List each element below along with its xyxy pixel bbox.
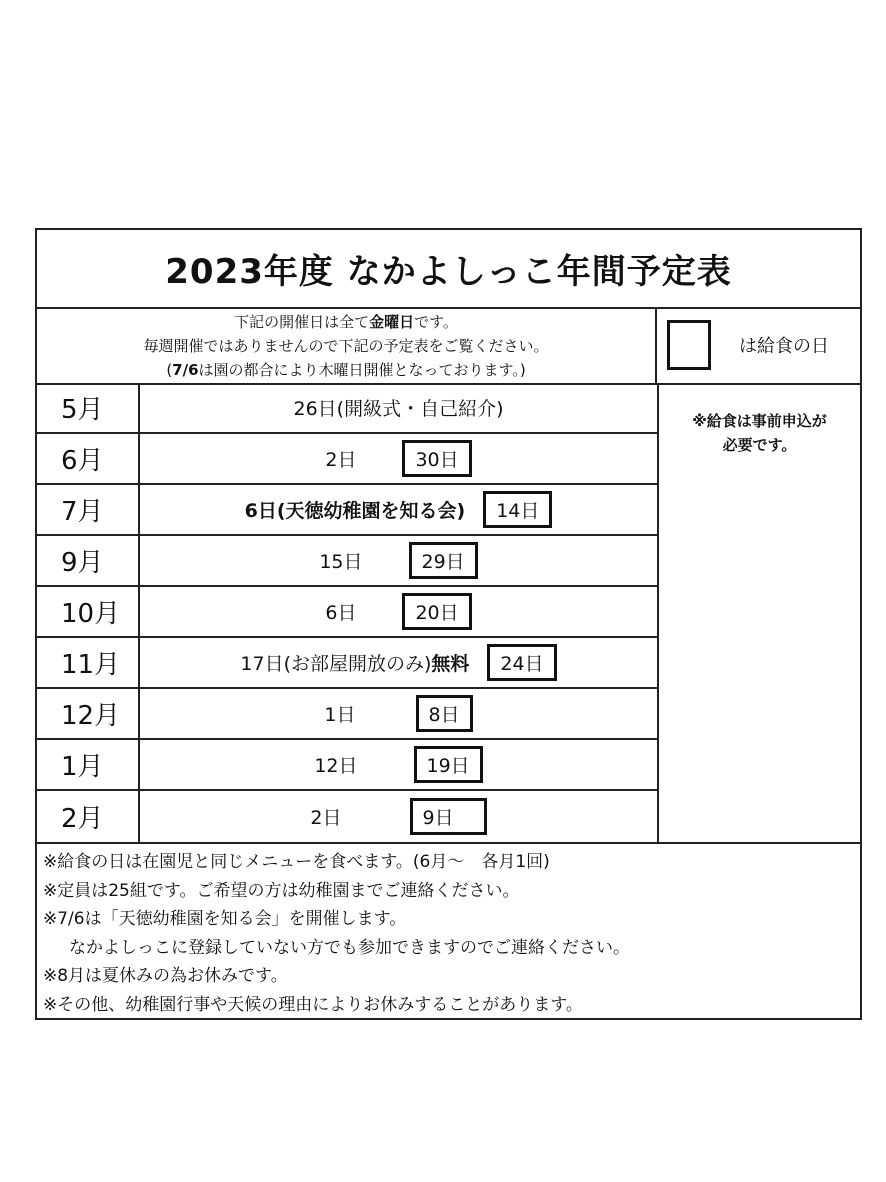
dates-cell xyxy=(140,536,657,585)
lunch-day-date: 9日 xyxy=(410,798,487,835)
dates-cell xyxy=(140,383,657,432)
table-row xyxy=(37,791,657,842)
session-date: 17日(お部屋開放のみ) xyxy=(240,653,432,675)
month-cell: 10月 xyxy=(37,587,140,636)
footer-note: ※その他、幼稚園行事や天候の理由によりお休みすることがあります。 xyxy=(43,994,583,1015)
month-cell: 2月 xyxy=(37,791,140,842)
month-cell: 5月 xyxy=(37,383,140,432)
lunch-day-date: 8日 xyxy=(416,695,473,732)
legend-label: は給食の日 xyxy=(739,336,829,357)
lunch-day-date: 14日 xyxy=(483,491,552,528)
footer-note: ※給食の日は在園児と同じメニューを食べます。(6月～ 各月1回) xyxy=(43,852,550,872)
month-cell: 11月 xyxy=(37,638,140,687)
lunch-note-line-2: 必要です。 xyxy=(722,436,797,454)
table-row xyxy=(37,485,657,536)
free-badge: 無料 xyxy=(431,653,470,675)
notice-line-3 xyxy=(37,358,655,382)
info-row xyxy=(37,307,860,385)
notice-line-3-prefix: ( xyxy=(166,361,173,379)
footer-note: なかよしっこに登録していない方でも参加できますのでご連絡ください。 xyxy=(69,937,630,958)
session-date: 2日 xyxy=(325,449,357,471)
table-row xyxy=(37,689,657,740)
dates-cell xyxy=(140,740,657,789)
session-date: 15日 xyxy=(319,551,363,573)
notice-line-3-suffix: は園の都合により木曜日開催となっております。) xyxy=(198,361,526,379)
table-row xyxy=(37,383,657,434)
lunch-note xyxy=(659,409,860,457)
session-date: 2日 xyxy=(310,807,342,829)
lunch-day-date: 19日 xyxy=(414,746,483,783)
notice-weekday: 金曜日 xyxy=(369,313,415,331)
table-row xyxy=(37,536,657,587)
month-cell: 6月 xyxy=(37,434,140,483)
schedule-table xyxy=(35,228,862,1020)
month-cell: 12月 xyxy=(37,689,140,738)
lunch-day-date: 24日 xyxy=(487,644,556,681)
month-cell: 7月 xyxy=(37,485,140,534)
notice-date: 7/6 xyxy=(172,361,199,379)
legend xyxy=(659,307,860,383)
lunch-note-line-1: ※給食は事前申込が xyxy=(692,412,827,430)
notice-line-2: 毎週開催ではありませんので下記の予定表をご覧ください。 xyxy=(143,337,549,355)
dates-cell xyxy=(140,485,657,534)
notice-line-1 xyxy=(37,310,655,334)
month-cell: 1月 xyxy=(37,740,140,789)
lunch-day-date: 30日 xyxy=(402,440,471,477)
month-cell: 9月 xyxy=(37,536,140,585)
session-date: 6日 xyxy=(325,602,357,624)
footer-note: ※7/6は「天徳幼稚園を知る会」を開催します。 xyxy=(43,909,407,929)
table-row xyxy=(37,434,657,485)
dates-cell xyxy=(140,587,657,636)
dates-cell xyxy=(140,434,657,483)
table-row xyxy=(37,638,657,689)
notice-line-1-prefix: 下記の開催日は全て xyxy=(234,313,370,331)
table-row xyxy=(37,740,657,791)
notice-line-1-suffix: です。 xyxy=(414,313,458,331)
footer-note: ※8月は夏休みの為お休みです。 xyxy=(43,966,288,986)
lunch-note-column xyxy=(657,383,860,843)
session-date: 1日 xyxy=(324,704,356,726)
notice xyxy=(37,307,657,383)
dates-cell xyxy=(140,791,657,842)
session-date: 26日(開級式・自己紹介) xyxy=(293,398,504,420)
session-date: 12日 xyxy=(314,755,358,777)
table-row xyxy=(37,587,657,638)
footer-notes xyxy=(37,842,860,1018)
lunch-day-date: 20日 xyxy=(402,593,471,630)
lunch-day-box-icon xyxy=(667,320,711,370)
dates-cell xyxy=(140,638,657,687)
footer-note: ※定員は25組です。ご希望の方は幼稚園までご連絡ください。 xyxy=(43,880,520,901)
lunch-day-date: 29日 xyxy=(409,542,478,579)
session-date: 6日(天徳幼稚園を知る会) xyxy=(244,500,466,522)
dates-cell xyxy=(140,689,657,738)
month-rows xyxy=(37,383,657,842)
page-title: 2023年度 なかよしっこ年間予定表 xyxy=(37,230,860,309)
